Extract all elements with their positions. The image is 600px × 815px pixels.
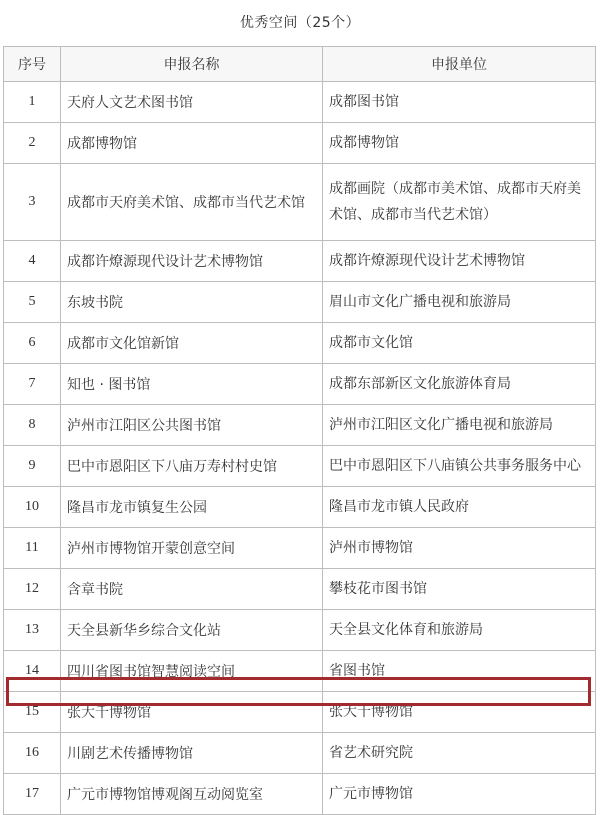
row-name: 川剧艺术传播博物馆 (61, 733, 323, 774)
row-no: 10 (4, 487, 61, 528)
row-no: 13 (4, 610, 61, 651)
table-row (4, 164, 596, 241)
table-row-highlighted (4, 733, 596, 774)
row-name: 天全县新华乡综合文化站 (61, 610, 323, 651)
table-row (4, 282, 596, 323)
table-row (4, 405, 596, 446)
row-unit: 成都画院（成都市美术馆、成都市天府美术馆、成都市当代艺术馆） (323, 164, 596, 241)
table-row (4, 123, 596, 164)
table-row (4, 82, 596, 123)
row-no: 17 (4, 774, 61, 815)
row-name: 广元市博物馆博观阁互动阅览室 (61, 774, 323, 815)
row-unit: 张大千博物馆 (323, 692, 596, 733)
row-name: 成都市文化馆新馆 (61, 323, 323, 364)
row-no: 7 (4, 364, 61, 405)
row-name: 天府人文艺术图书馆 (61, 82, 323, 123)
row-name: 四川省图书馆智慧阅读空间 (61, 651, 323, 692)
row-no: 11 (4, 528, 61, 569)
row-unit: 成都博物馆 (323, 123, 596, 164)
table-row (4, 528, 596, 569)
row-name: 张大千博物馆 (61, 692, 323, 733)
row-name: 成都许燎源现代设计艺术博物馆 (61, 241, 323, 282)
row-unit: 成都图书馆 (323, 82, 596, 123)
row-no: 15 (4, 692, 61, 733)
row-name: 巴中市恩阳区下八庙万寿村村史馆 (61, 446, 323, 487)
row-unit: 天全县文化体育和旅游局 (323, 610, 596, 651)
row-name: 含章书院 (61, 569, 323, 610)
row-unit: 省艺术研究院 (323, 733, 596, 774)
row-no: 8 (4, 405, 61, 446)
table-header-row (4, 47, 596, 82)
row-no: 4 (4, 241, 61, 282)
table-row (4, 692, 596, 733)
row-unit: 成都市文化馆 (323, 323, 596, 364)
row-unit: 攀枝花市图书馆 (323, 569, 596, 610)
row-no: 5 (4, 282, 61, 323)
table-row (4, 241, 596, 282)
row-unit: 巴中市恩阳区下八庙镇公共事务服务中心 (323, 446, 596, 487)
row-name: 泸州市江阳区公共图书馆 (61, 405, 323, 446)
row-unit: 成都东部新区文化旅游体育局 (323, 364, 596, 405)
header-name: 申报名称 (61, 47, 323, 82)
row-no: 9 (4, 446, 61, 487)
row-name: 知也 · 图书馆 (61, 364, 323, 405)
row-unit: 成都许燎源现代设计艺术博物馆 (323, 241, 596, 282)
row-unit: 泸州市博物馆 (323, 528, 596, 569)
row-no: 3 (4, 164, 61, 241)
table-row (4, 610, 596, 651)
row-name: 东坡书院 (61, 282, 323, 323)
table-row (4, 364, 596, 405)
row-unit: 省图书馆 (323, 651, 596, 692)
table-row (4, 651, 596, 692)
header-no: 序号 (4, 47, 61, 82)
table-row (4, 569, 596, 610)
row-unit: 眉山市文化广播电视和旅游局 (323, 282, 596, 323)
row-no: 12 (4, 569, 61, 610)
row-no: 14 (4, 651, 61, 692)
table-row (4, 774, 596, 815)
header-unit: 申报单位 (323, 47, 596, 82)
table-row (4, 323, 596, 364)
row-no: 2 (4, 123, 61, 164)
table-row (4, 487, 596, 528)
row-no: 6 (4, 323, 61, 364)
table-title: 优秀空间（25个） (239, 15, 361, 31)
row-name: 泸州市博物馆开蒙创意空间 (61, 528, 323, 569)
row-name: 成都博物馆 (61, 123, 323, 164)
row-name: 隆昌市龙市镇复生公园 (61, 487, 323, 528)
row-unit: 泸州市江阳区文化广播电视和旅游局 (323, 405, 596, 446)
row-unit: 隆昌市龙市镇人民政府 (323, 487, 596, 528)
table-row (4, 446, 596, 487)
row-name: 成都市天府美术馆、成都市当代艺术馆 (61, 164, 323, 241)
row-unit: 广元市博物馆 (323, 774, 596, 815)
excellent-spaces-table (3, 46, 596, 815)
row-no: 16 (4, 733, 61, 774)
row-no: 1 (4, 82, 61, 123)
